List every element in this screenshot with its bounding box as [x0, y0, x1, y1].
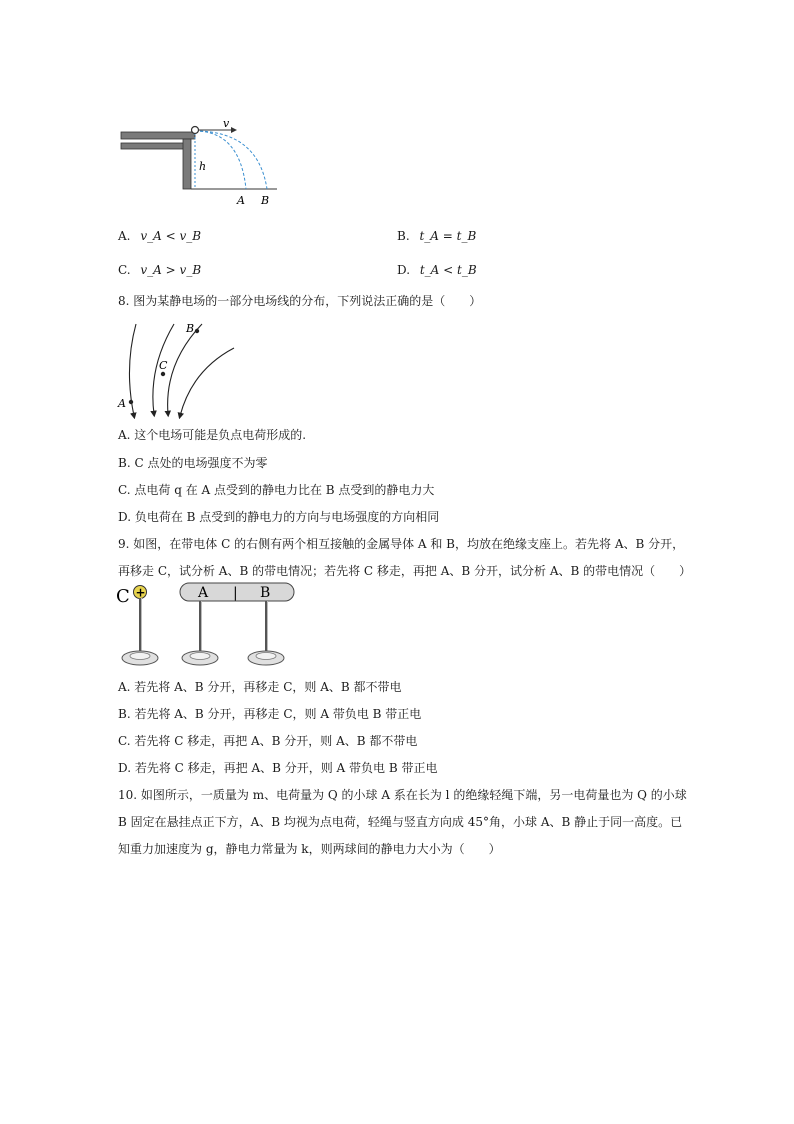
velocity-label: v	[223, 117, 230, 130]
conductors-figure	[112, 580, 312, 670]
q7-option-b	[397, 229, 476, 243]
q8-option-a: A. 这个电场可能是负点电荷形成的.	[118, 428, 307, 442]
point-b-dot	[195, 329, 199, 333]
field-lines-figure	[112, 318, 242, 422]
q8-option-c: C. 点电荷 q 在 A 点受到的静电力比在 B 点受到的静电力大	[118, 483, 435, 497]
q7-option-c-letter: C.	[118, 263, 131, 277]
q7-option-d-letter: D.	[397, 263, 411, 277]
field-label-a: A	[118, 397, 126, 410]
height-label: h	[199, 160, 207, 173]
charged-body-label: C	[116, 586, 130, 607]
ball	[192, 127, 199, 134]
field-label-c: C	[159, 359, 168, 372]
q9-option-c: C. 若先将 C 移走，再把 A、B 分开，则 A、B 都不带电	[118, 734, 418, 748]
q7-option-c-text: v_A > v_B	[140, 263, 202, 277]
point-a-label: A	[237, 194, 245, 207]
q9-option-d: D. 若先将 C 移走，再把 A、B 分开，则 A 带负电 B 带正电	[118, 761, 438, 775]
q9-option-a: A. 若先将 A、B 分开，再移走 C，则 A、B 都不带电	[118, 680, 402, 694]
q7-option-a-letter: A.	[118, 229, 131, 243]
table-top	[121, 132, 195, 139]
q9-stem-line1: 9. 如图，在带电体 C 的右侧有两个相互接触的金属导体 A 和 B，均放在绝缘支座上。若先将 A、B 分开，	[118, 537, 685, 551]
q7-option-d-text: t_A < t_B	[419, 263, 477, 277]
q7-option-a-text: v_A < v_B	[140, 229, 202, 243]
q7-option-b-text: t_A = t_B	[419, 229, 477, 243]
q7-option-a	[118, 229, 201, 243]
field-line-4	[180, 348, 234, 416]
conductor-b-label: B	[260, 585, 271, 601]
c-stand-base-inner	[130, 653, 150, 660]
q10-line2: B 固定在悬挂点正下方，A、B 均视为点电荷，轻绳与竖直方向成 45°角，小球 A、B 静止于同一高度。已	[118, 815, 683, 829]
q9-stem-line2: 再移走 C，试分析 A、B 的带电情况；若先将 C 移走，再把 A、B 分开，试分析 A、B 的带电情况（ ）	[118, 564, 692, 578]
q7-option-b-letter: B.	[397, 229, 410, 243]
conductor-a-label: A	[198, 585, 209, 601]
point-a-dot	[129, 400, 133, 404]
a-stand-base-inner	[190, 653, 210, 660]
conductor-divider: |	[233, 585, 238, 601]
projectile-figure	[115, 115, 290, 210]
q9-option-b: B. 若先将 A、B 分开，再移走 C，则 A 带负电 B 带正电	[118, 707, 422, 721]
q8-option-d: D. 负电荷在 B 点受到的静电力的方向与电场强度的方向相同	[118, 510, 440, 524]
point-b-label: B	[261, 194, 270, 207]
q8-stem: 8. 图为某静电场的一部分电场线的分布，下列说法正确的是（ ）	[118, 294, 482, 308]
q7-option-d	[397, 263, 477, 277]
q10-line3: 知重力加速度为 g，静电力常量为 k，则两球间的静电力大小为（ ）	[118, 842, 501, 856]
point-c-dot	[161, 372, 165, 376]
table-top-lower	[121, 143, 189, 149]
q10-line1: 10. 如图所示，一质量为 m、电荷量为 Q 的小球 A 系在长为 l 的绝缘轻绳下端，另一电荷量也为 Q 的小球	[118, 788, 687, 802]
b-stand-base-inner	[256, 653, 276, 660]
q7-option-c	[118, 263, 201, 277]
q8-option-b: B. C 点处的电场强度不为零	[118, 456, 268, 470]
field-label-b: B	[186, 322, 195, 335]
velocity-arrowhead	[231, 127, 237, 133]
plus-sign: +	[135, 585, 146, 600]
table-leg	[183, 139, 191, 189]
